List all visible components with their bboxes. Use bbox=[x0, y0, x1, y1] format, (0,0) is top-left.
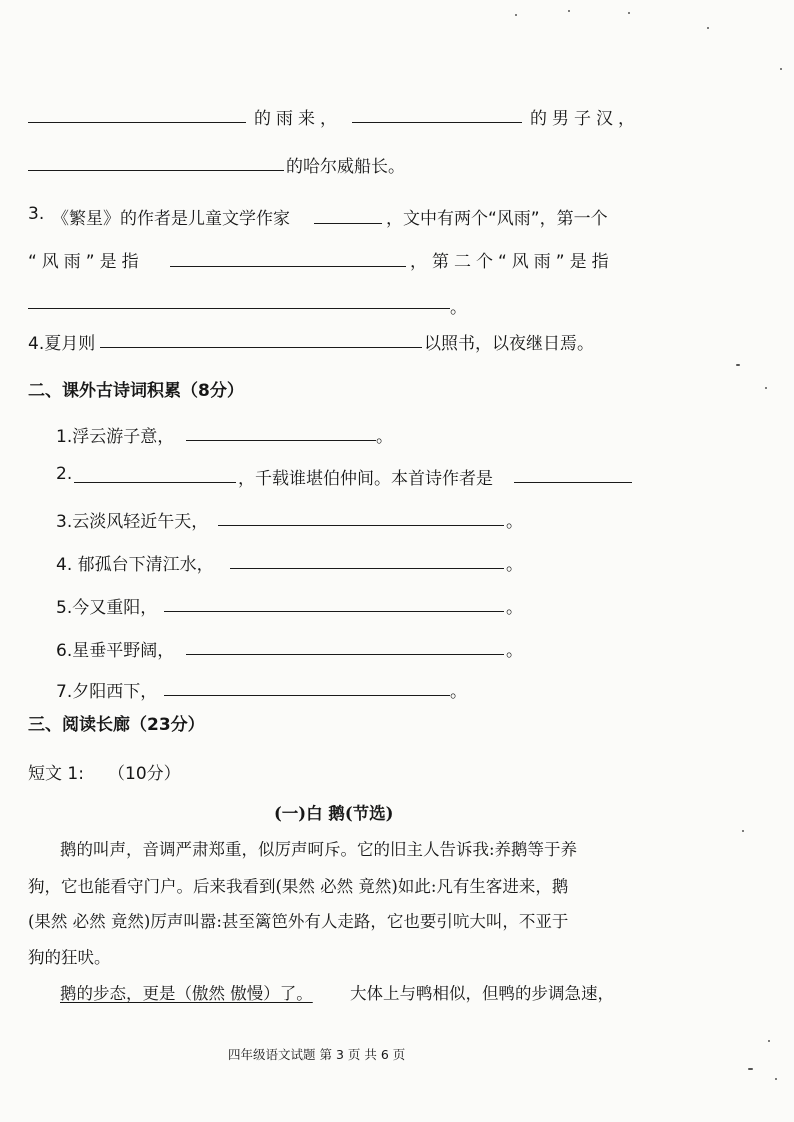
answer-blank[interactable] bbox=[186, 654, 504, 655]
question-number: 3. bbox=[28, 204, 45, 224]
answer-blank[interactable] bbox=[74, 482, 236, 483]
passage-label: 短文 1: bbox=[28, 764, 84, 784]
scan-speck bbox=[742, 830, 744, 832]
poem-item-text: ，千载谁堪伯仲间。本首诗作者是 bbox=[238, 469, 493, 489]
answer-blank[interactable] bbox=[230, 568, 504, 569]
answer-blank[interactable] bbox=[352, 122, 522, 123]
poem-item-label: 1.浮云游子意， bbox=[56, 427, 175, 447]
period: 。 bbox=[506, 555, 523, 575]
passage-line: 大体上与鸭相似，但鸭的步调急速， bbox=[350, 984, 614, 1003]
scan-speck bbox=[568, 10, 570, 12]
poem-item-label: 5.今又重阳， bbox=[56, 598, 158, 618]
period: 。 bbox=[376, 427, 393, 447]
scan-speck bbox=[780, 68, 782, 70]
scan-speck bbox=[768, 1040, 770, 1042]
section-heading: 三、阅读长廊（23分） bbox=[28, 715, 205, 735]
answer-blank[interactable] bbox=[218, 525, 504, 526]
answer-blank[interactable] bbox=[28, 122, 246, 123]
text-line: 的哈尔威船长。 bbox=[286, 157, 405, 177]
poem-item-label: 2. bbox=[56, 464, 73, 484]
passage-line: 狗，它也能看守门户。后来我看到(果然 必然 竟然)如此:凡有生客进来，鹅 bbox=[28, 877, 569, 896]
poem-item-label: 6.星垂平野阔， bbox=[56, 641, 175, 661]
answer-blank[interactable] bbox=[314, 223, 382, 224]
passage-title: (一)白 鹅(节选) bbox=[274, 804, 394, 823]
period: 。 bbox=[506, 598, 523, 618]
question-text: ，文中有两个“风雨”，第一个 bbox=[386, 209, 608, 229]
passage-line: 鹅的叫声，音调严肃郑重，似厉声呵斥。它的旧主人告诉我:养鹅等于养 bbox=[60, 840, 578, 859]
passage-line: (果然 必然 竟然)厉声叫嚣:甚至篱笆外有人走路，它也要引吭大叫，不亚于 bbox=[28, 912, 569, 931]
text-line: 的雨来， bbox=[254, 109, 342, 129]
poem-item-label: 7.夕阳西下， bbox=[56, 682, 158, 702]
passage-line: 狗的狂吠。 bbox=[28, 948, 111, 967]
period: 。 bbox=[506, 512, 523, 532]
scan-speck bbox=[748, 1068, 753, 1070]
scan-speck bbox=[775, 1078, 777, 1080]
period: 。 bbox=[450, 682, 467, 702]
scan-speck bbox=[765, 387, 767, 389]
underlined-sentence: 鹅的步态，更是（傲然 傲慢）了。 bbox=[60, 984, 313, 1003]
text-line: 的男子汉， bbox=[530, 109, 640, 129]
page-footer: 四年级语文试题 第 3 页 共 6 页 bbox=[228, 1047, 406, 1062]
answer-blank[interactable] bbox=[28, 308, 450, 309]
answer-blank[interactable] bbox=[514, 482, 632, 483]
answer-blank[interactable] bbox=[100, 347, 422, 348]
answer-blank[interactable] bbox=[164, 611, 504, 612]
question-text: 《繁星》的作者是儿童文学作家 bbox=[52, 209, 290, 229]
passage-score: （10分） bbox=[108, 764, 181, 784]
section-heading: 二、课外古诗词积累（8分） bbox=[28, 381, 244, 401]
answer-blank[interactable] bbox=[164, 695, 450, 696]
poem-item-label: 4. 郁孤台下清江水， bbox=[56, 555, 214, 575]
scan-speck bbox=[515, 14, 517, 16]
answer-blank[interactable] bbox=[186, 440, 376, 441]
scan-speck bbox=[628, 12, 630, 14]
period: 。 bbox=[450, 298, 467, 318]
question-text: 4.夏月则 bbox=[28, 334, 96, 354]
question-text: 以照书，以夜继日焉。 bbox=[424, 334, 594, 354]
question-text: “风雨”是指 bbox=[28, 252, 144, 272]
poem-item-label: 3.云淡风轻近午天， bbox=[56, 512, 209, 532]
answer-blank[interactable] bbox=[28, 170, 284, 171]
scan-speck bbox=[736, 364, 740, 366]
answer-blank[interactable] bbox=[170, 266, 406, 267]
period: 。 bbox=[506, 641, 523, 661]
scan-speck bbox=[707, 27, 709, 29]
question-text: ，第二个“风雨”是指 bbox=[410, 252, 614, 272]
